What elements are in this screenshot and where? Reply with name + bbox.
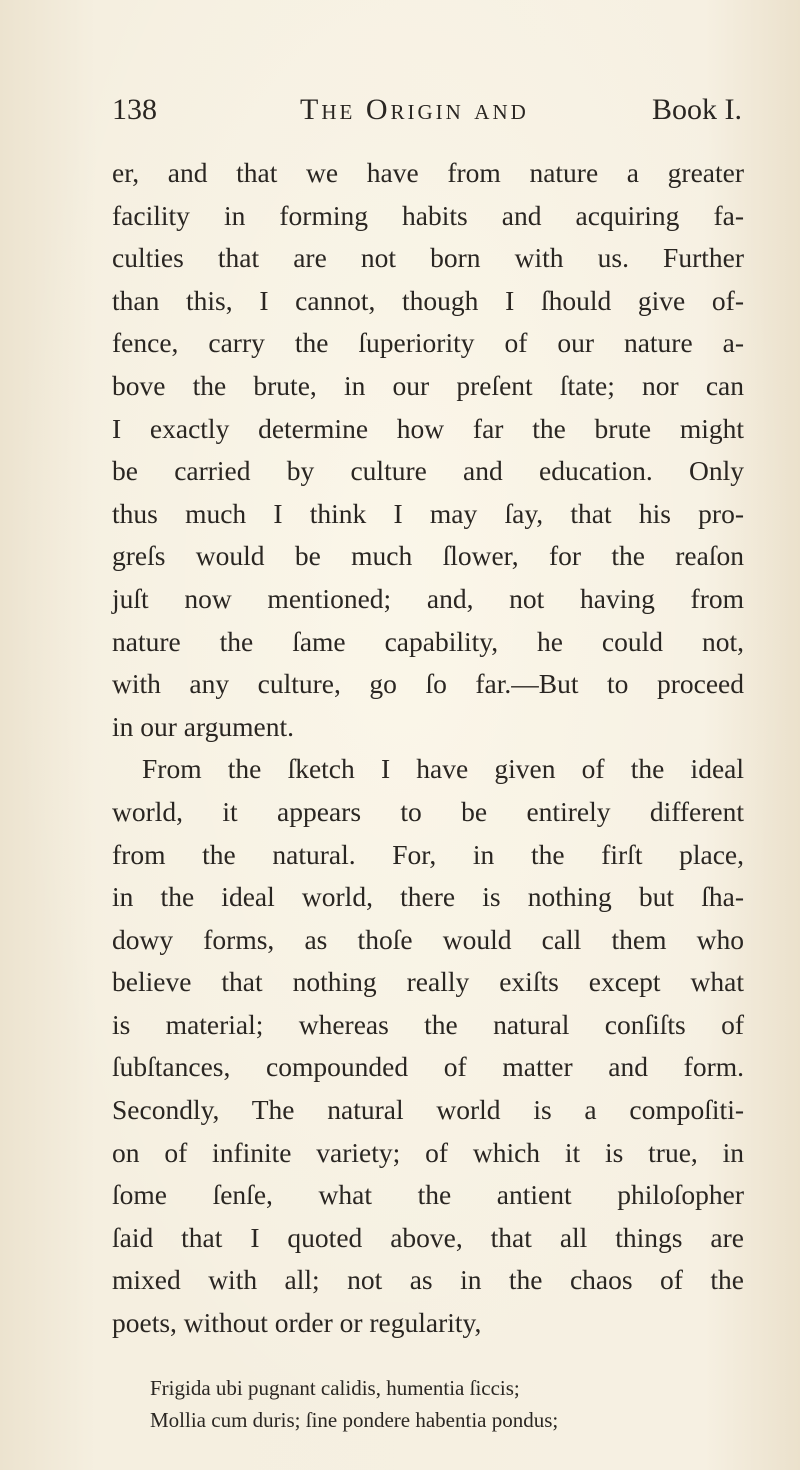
text-line: ſubſtances, compounded of matter and form. bbox=[112, 1051, 744, 1083]
text-line: believe that nothing really exiſts except what bbox=[112, 966, 744, 998]
text-line: be carried by culture and education. Only bbox=[112, 455, 744, 487]
text-line: mixed with all; not as in the chaos of the bbox=[112, 1264, 744, 1296]
text-line: er, and that we have from nature a greater bbox=[112, 157, 744, 188]
latin-quotation bbox=[150, 1372, 738, 1436]
quote-line: Frigida ubi pugnant calidis, humentia ſiccis; bbox=[150, 1376, 520, 1400]
quote-line: Mollia cum duris; ſine pondere habentia pondus; bbox=[150, 1408, 559, 1432]
text-line: dowy forms, as thoſe would call them who bbox=[112, 923, 744, 955]
text-line: world, it appears to be entirely different bbox=[112, 795, 744, 827]
text-line: thus much I think I may ſay, that his pro- bbox=[112, 497, 744, 529]
text-line: I exactly determine how far the brute might bbox=[112, 412, 744, 444]
text-line: nature the ſame capability, he could not, bbox=[112, 625, 744, 657]
text-line: is material; whereas the natural conſiſts of bbox=[112, 1008, 744, 1040]
text-line: ſaid that I quoted above, that all things are bbox=[112, 1221, 744, 1253]
text-line: fence, carry the ſuperiority of our nature a- bbox=[112, 327, 744, 359]
text-line: on of infinite variety; of which it is true, in bbox=[112, 1136, 744, 1168]
text-line: From the ſketch I have given of the ideal bbox=[142, 753, 744, 785]
page-number: 138 bbox=[112, 93, 157, 126]
text-line: culties that are not born with us. Further bbox=[112, 242, 744, 274]
text-line: facility in forming habits and acquiring fa- bbox=[112, 199, 744, 231]
text-line: Secondly, The natural world is a compoſiti- bbox=[112, 1094, 744, 1126]
text-line: in the ideal world, there is nothing but ſha- bbox=[112, 881, 744, 913]
book-label: Book I. bbox=[652, 93, 742, 126]
body-text bbox=[112, 152, 744, 1345]
text-line: with any culture, go ſo far.—But to proceed bbox=[112, 668, 744, 700]
text-line: from the natural. For, in the firſt place, bbox=[112, 838, 744, 870]
running-head bbox=[112, 88, 742, 132]
text-line: poets, without order or regularity, bbox=[112, 1307, 482, 1339]
text-line: juſt now mentioned; and, not having from bbox=[112, 582, 744, 614]
running-title: The Origin and bbox=[300, 93, 529, 126]
text-line: than this, I cannot, though I ſhould give of- bbox=[112, 284, 744, 316]
text-line: bove the brute, in our preſent ſtate; nor can bbox=[112, 369, 744, 401]
text-line: ſome ſenſe, what the antient philoſopher bbox=[112, 1179, 744, 1211]
text-line: in our argument. bbox=[112, 710, 295, 742]
text-line: greſs would be much ſlower, for the reaſon bbox=[112, 540, 744, 572]
